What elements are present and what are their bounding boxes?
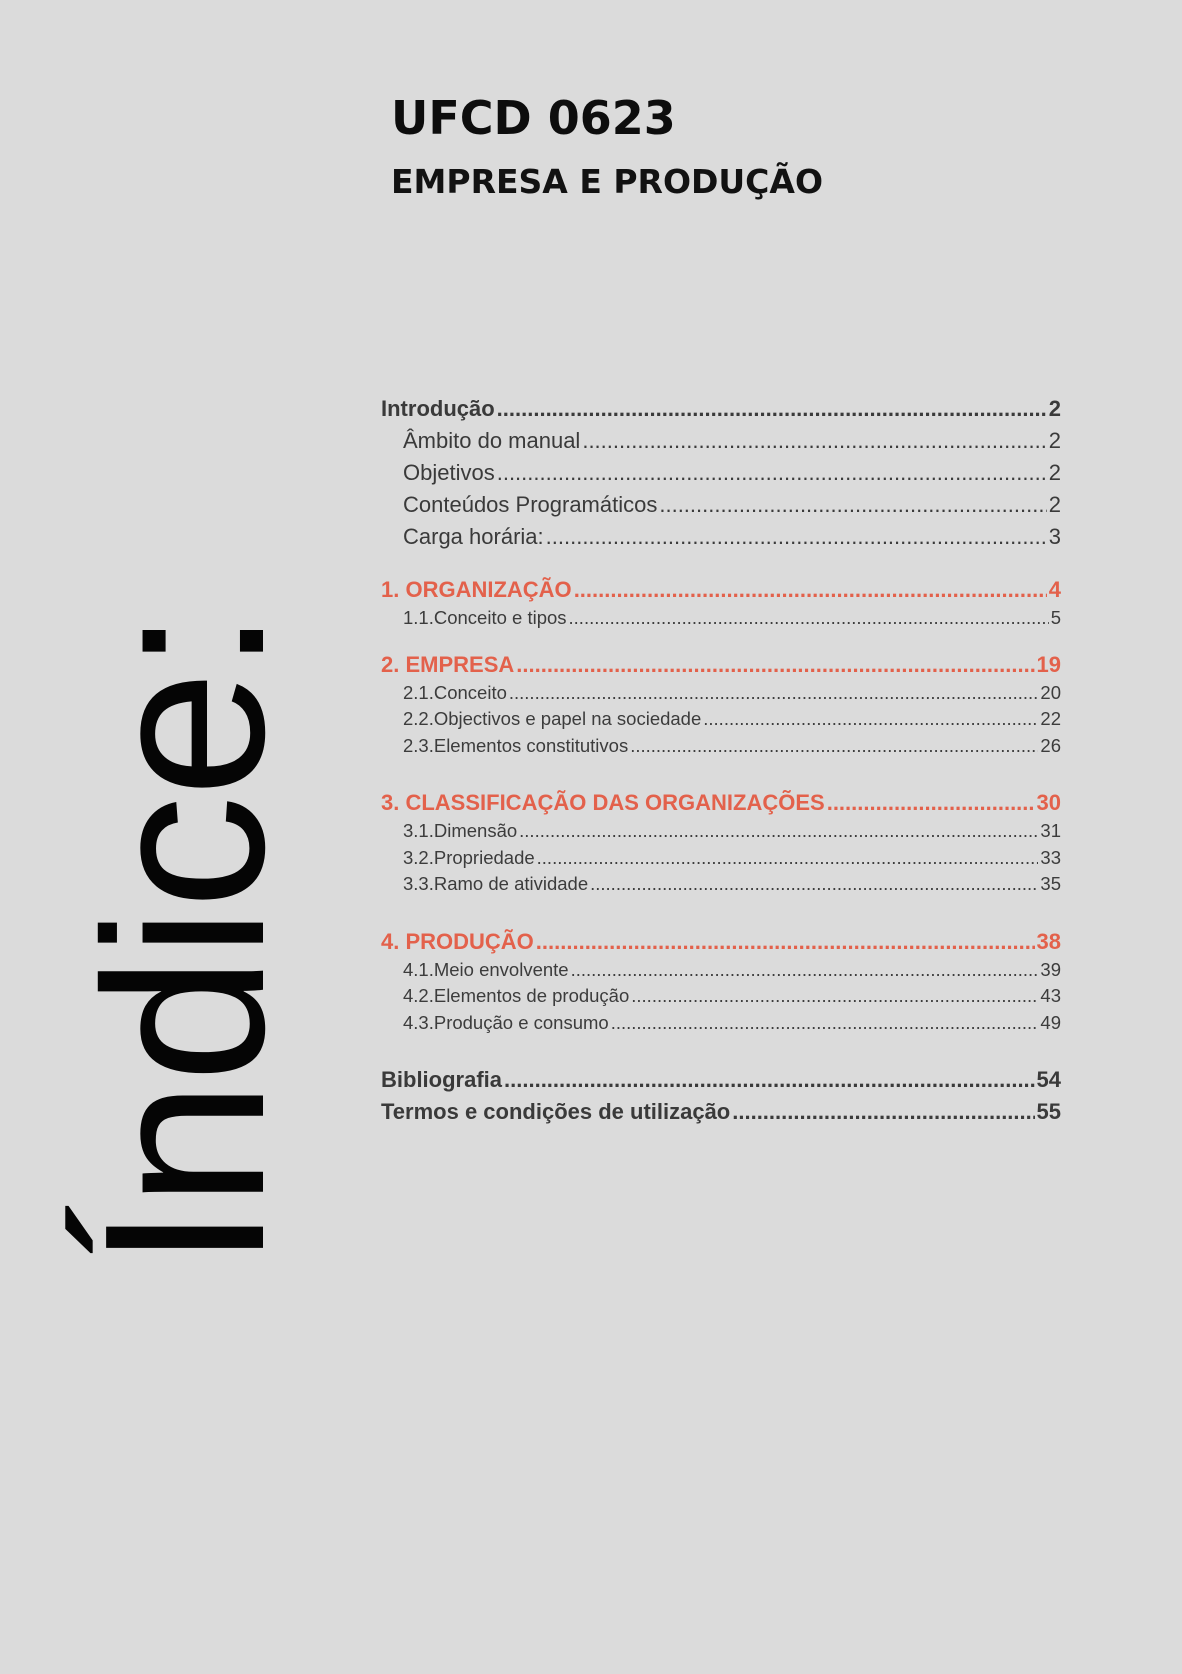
toc-chapter-page: 30 <box>1036 790 1061 815</box>
toc-entry-label: Termos e condições de utilização <box>381 1099 731 1124</box>
toc-entry-4-2[interactable] <box>381 985 1061 1012</box>
toc-entry-label: 2.1.Conceito <box>403 681 507 703</box>
dot-leader <box>504 1067 1035 1093</box>
dot-leader <box>659 492 1046 518</box>
dot-leader <box>732 1099 1034 1125</box>
toc-entry-introduction[interactable] <box>381 396 1061 428</box>
dot-leader <box>509 682 1039 704</box>
toc-entry-carga-horaria[interactable] <box>381 524 1061 556</box>
toc-entry-page: 20 <box>1040 681 1061 703</box>
toc-spacer <box>381 556 1061 577</box>
dot-leader <box>703 708 1038 730</box>
toc-entry-page: 5 <box>1050 607 1061 628</box>
toc-entry-4-3[interactable] <box>381 1012 1061 1039</box>
toc-entry-label: Carga horária: <box>403 524 544 549</box>
toc-entry-3-3[interactable] <box>381 873 1061 900</box>
toc-entry-3-1[interactable] <box>381 820 1061 847</box>
toc-entry-label: 3.1.Dimensão <box>403 820 518 841</box>
dot-leader <box>516 652 1034 678</box>
toc-entry-page: 2 <box>1048 460 1061 485</box>
toc-entry-page: 2 <box>1048 492 1061 517</box>
toc-spacer <box>381 1038 1061 1067</box>
toc-entry-page: 39 <box>1040 958 1061 980</box>
toc-spacer <box>381 634 1061 652</box>
toc-entry-2-1[interactable] <box>381 682 1061 709</box>
dot-leader <box>611 1012 1039 1034</box>
toc-entry-4-1[interactable] <box>381 959 1061 986</box>
toc-chapter-page: 4 <box>1048 577 1061 602</box>
toc-entry-bibliografia[interactable] <box>381 1067 1061 1099</box>
toc-entry-label: 2.3.Elementos constitutivos <box>403 734 629 756</box>
toc-entry-page: 54 <box>1036 1067 1061 1092</box>
toc-entry-label: Objetivos <box>403 460 495 485</box>
toc-entry-label: Conteúdos Programáticos <box>403 492 658 517</box>
toc-entry-label: Âmbito do manual <box>403 428 581 453</box>
toc-entry-label: 4.1.Meio envolvente <box>403 958 569 980</box>
toc-entry-label: 4.2.Elementos de produção <box>403 985 630 1006</box>
toc-entry-page: 49 <box>1040 1011 1061 1033</box>
toc-entry-page: 55 <box>1036 1099 1061 1124</box>
toc-entry-label: 3.3.Ramo de atividade <box>403 873 589 894</box>
toc-entry-ambito[interactable] <box>381 428 1061 460</box>
dot-leader <box>571 959 1039 981</box>
toc-entry-termos[interactable] <box>381 1099 1061 1131</box>
course-title: EMPRESA E PRODUÇÃO <box>391 162 823 201</box>
toc-entry-page: 22 <box>1040 708 1061 729</box>
dot-leader <box>546 524 1047 550</box>
toc-entry-page: 43 <box>1040 985 1061 1006</box>
toc-chapter-page: 19 <box>1036 651 1061 677</box>
toc-chapter-2[interactable] <box>381 652 1061 682</box>
dot-leader <box>569 607 1049 629</box>
toc-entry-label: 4.3.Produção e consumo <box>403 1011 609 1033</box>
toc-entry-page: 35 <box>1040 873 1061 894</box>
toc-entry-1-1[interactable] <box>381 607 1061 634</box>
toc-entry-2-3[interactable] <box>381 735 1061 762</box>
toc-chapter-3[interactable] <box>381 790 1061 820</box>
toc-entry-2-2[interactable] <box>381 708 1061 735</box>
toc-entry-objetivos[interactable] <box>381 460 1061 492</box>
toc-entry-label: Bibliografia <box>381 1067 503 1092</box>
dot-leader <box>497 460 1047 486</box>
dot-leader <box>631 985 1038 1007</box>
dot-leader <box>497 396 1047 422</box>
dot-leader <box>537 847 1039 869</box>
toc-entry-label: 2.2.Objectivos e papel na sociedade <box>403 708 702 729</box>
toc-chapter-page: 38 <box>1036 928 1061 954</box>
toc-entry-label: 1.1.Conceito e tipos <box>403 607 567 628</box>
dot-leader <box>582 428 1046 454</box>
toc-chapter-label: 3. CLASSIFICAÇÃO DAS ORGANIZAÇÕES <box>381 790 825 815</box>
toc-spacer <box>381 900 1061 929</box>
toc-entry-page: 26 <box>1040 734 1061 756</box>
dot-leader <box>574 577 1047 603</box>
toc-chapter-1[interactable] <box>381 577 1061 607</box>
toc-chapter-label: 2. EMPRESA <box>381 651 515 677</box>
toc-entry-conteudos[interactable] <box>381 492 1061 524</box>
dot-leader <box>827 790 1035 816</box>
course-code: UFCD 0623 <box>391 91 676 145</box>
toc-entry-page: 2 <box>1048 428 1061 453</box>
toc-entry-3-2[interactable] <box>381 847 1061 874</box>
toc-entry-page: 2 <box>1048 396 1061 421</box>
dot-leader <box>590 873 1038 895</box>
dot-leader <box>630 735 1038 757</box>
toc-entry-page: 31 <box>1040 820 1061 841</box>
document-header <box>391 88 823 204</box>
toc-entry-page: 33 <box>1040 846 1061 868</box>
toc-entry-label: Introdução <box>381 396 495 421</box>
toc-chapter-4[interactable] <box>381 929 1061 959</box>
toc-entry-page: 3 <box>1048 524 1061 549</box>
toc-chapter-label: 1. ORGANIZAÇÃO <box>381 577 572 602</box>
index-side-title: Índice: <box>58 611 312 1269</box>
toc-chapter-label: 4. PRODUÇÃO <box>381 928 534 954</box>
dot-leader <box>519 820 1038 842</box>
toc-spacer <box>381 761 1061 790</box>
table-of-contents <box>381 396 1061 1131</box>
toc-entry-label: 3.2.Propriedade <box>403 846 535 868</box>
dot-leader <box>536 929 1035 955</box>
